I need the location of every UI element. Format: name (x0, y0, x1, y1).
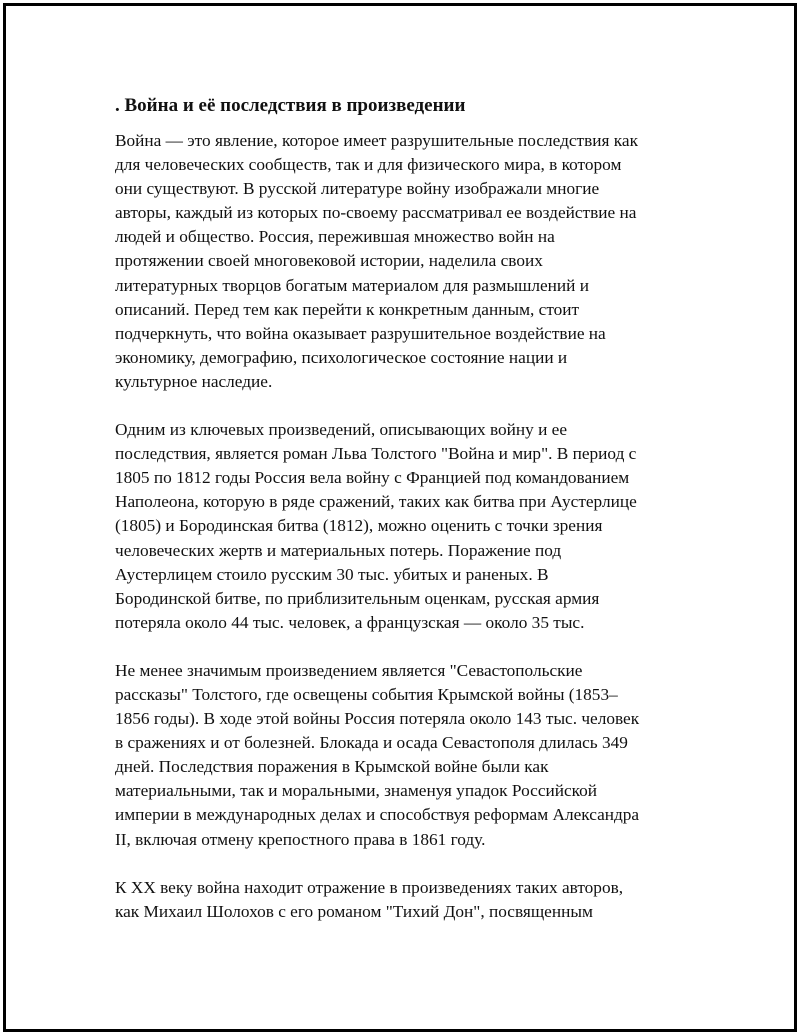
text-line: Аустерлицем стоило русским 30 тыс. убитых и раненых. В (115, 564, 549, 584)
text-line: человеческих жертв и материальных потерь. Поражение под (115, 540, 562, 560)
text-line: К XX веку война находит отражение в произведениях таких авторов, (115, 877, 624, 897)
text-line: потеряла около 44 тыс. человек, а французская — около 35 тыс. (115, 612, 585, 632)
text-line: 1805 по 1812 годы Россия вела войну с Францией под командованием (115, 468, 630, 488)
text-line: 1856 годы). В ходе этой войны Россия потеряла около 143 тыс. человек (115, 709, 640, 729)
paragraph-intro (115, 129, 690, 394)
text-line: подчеркнуть, что война оказывает разрушительное воздействие на (115, 323, 606, 343)
text-line: экономику, демографию, психологическое состояние нации и (115, 347, 568, 367)
text-line: для человеческих сообществ, так и для физического мира, в котором (115, 155, 622, 175)
text-line: в сражениях и от болезней. Блокада и осада Севастополя длилась 349 (115, 733, 628, 753)
paragraph-war-and-peace (115, 418, 690, 635)
text-line: они существуют. В русской литературе войну изображали многие (115, 179, 600, 199)
text-line: материальными, так и моральными, знаменуя упадок Российской (115, 781, 598, 801)
text-line: протяжении своей многовековой истории, наделила своих (115, 251, 543, 271)
text-line: культурное наследие. (115, 371, 273, 391)
paragraph-sevastopol-stories (115, 659, 690, 852)
text-line: (1805) и Бородинская битва (1812), можно оценить с точки зрения (115, 516, 603, 536)
text-line: Не менее значимым произведением является "Севастопольские (115, 660, 583, 680)
text-line: империи в международных делах и способствуя реформам Александра (115, 805, 640, 825)
text-line: Бородинской битве, по приблизительным оценкам, русская армия (115, 588, 600, 608)
text-line: авторы, каждый из которых по-своему рассматривал ее воздействие на (115, 203, 637, 223)
text-line: Наполеона, которую в ряде сражений, таких как битва при Аустерлице (115, 492, 637, 512)
section-heading: . Война и её последствия в произведении (115, 95, 466, 116)
document-body (115, 94, 690, 948)
text-line: II, включая отмену крепостного права в 1861 году. (115, 829, 486, 849)
text-line: последствия, является роман Льва Толстого "Война и мир". В период с (115, 444, 637, 464)
text-line: Война — это явление, которое имеет разрушительные последствия как (115, 131, 638, 150)
text-line: описаний. Перед тем как перейти к конкретным данным, стоит (115, 299, 580, 319)
text-line: литературных творцов богатым материалом для размышлений и (115, 275, 589, 295)
text-line: людей и общество. Россия, пережившая множество войн на (115, 227, 555, 247)
text-line: дней. Последствия поражения в Крымской войне были как (115, 757, 549, 777)
text-line: Одним из ключевых произведений, описывающих войну и ее (115, 420, 568, 440)
text-line: как Михаил Шолохов с его романом "Тихий Дон", посвященным (115, 901, 593, 921)
paragraph-twentieth-century (115, 876, 690, 924)
text-line: рассказы" Толстого, где освещены события Крымской войны (1853– (115, 684, 618, 704)
